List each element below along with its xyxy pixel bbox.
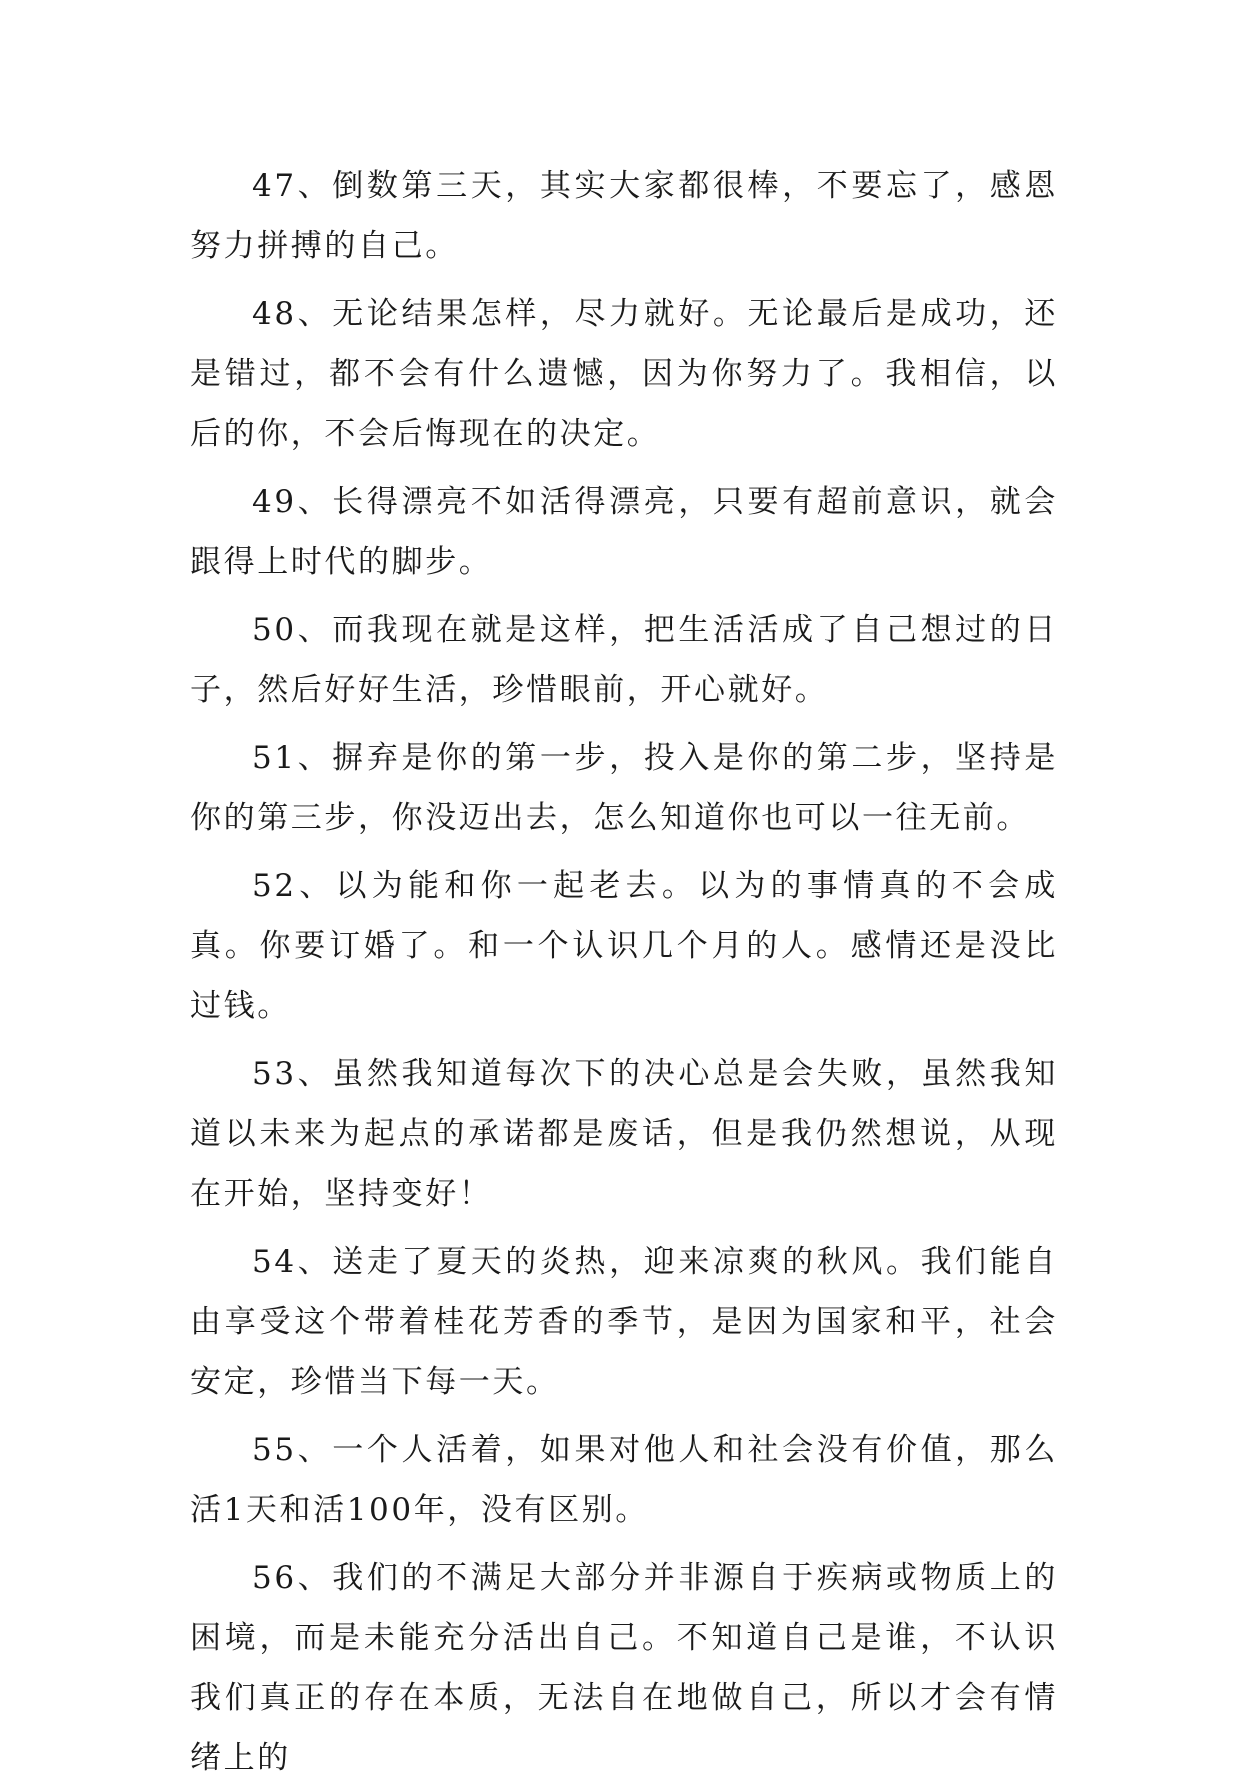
paragraph-50: 50、而我现在就是这样，把生活活成了自己想过的日子，然后好好生活，珍惜眼前，开心就好。	[190, 612, 1058, 708]
paragraph-55: 55、一个人活着，如果对他人和社会没有价值，那么活1天和活100年，没有区别。	[190, 1432, 1058, 1528]
paragraph-49: 49、长得漂亮不如活得漂亮，只要有超前意识，就会跟得上时代的脚步。	[190, 484, 1058, 580]
paragraph-56: 56、我们的不满足大部分并非源自于疾病或物质上的困境，而是未能充分活出自己。不知道自己是谁，不认识我们真正的存在本质，无法自在地做自己，所以才会有情绪上的	[190, 1560, 1058, 1776]
paragraph-47: 47、倒数第三天，其实大家都很棒，不要忘了，感恩努力拼搏的自己。	[190, 168, 1058, 264]
paragraph-53: 53、虽然我知道每次下的决心总是会失败，虽然我知道以未来为起点的承诺都是废话，但是我仍然想说，从现在开始，坚持变好！	[190, 1056, 1058, 1212]
paragraph-51: 51、摒弃是你的第一步，投入是你的第二步，坚持是你的第三步，你没迈出去，怎么知道你也可以一往无前。	[190, 740, 1058, 836]
paragraph-52: 52、以为能和你一起老去。以为的事情真的不会成真。你要订婚了。和一个认识几个月的人。感情还是没比过钱。	[190, 868, 1058, 1024]
paragraph-48: 48、无论结果怎样，尽力就好。无论最后是成功，还是错过，都不会有什么遗憾，因为你努力了。我相信，以后的你，不会后悔现在的决定。	[190, 296, 1058, 452]
paragraph-54: 54、送走了夏天的炎热，迎来凉爽的秋风。我们能自由享受这个带着桂花芳香的季节，是因为国家和平，社会安定，珍惜当下每一天。	[190, 1244, 1058, 1400]
document-body	[190, 156, 1058, 1788]
